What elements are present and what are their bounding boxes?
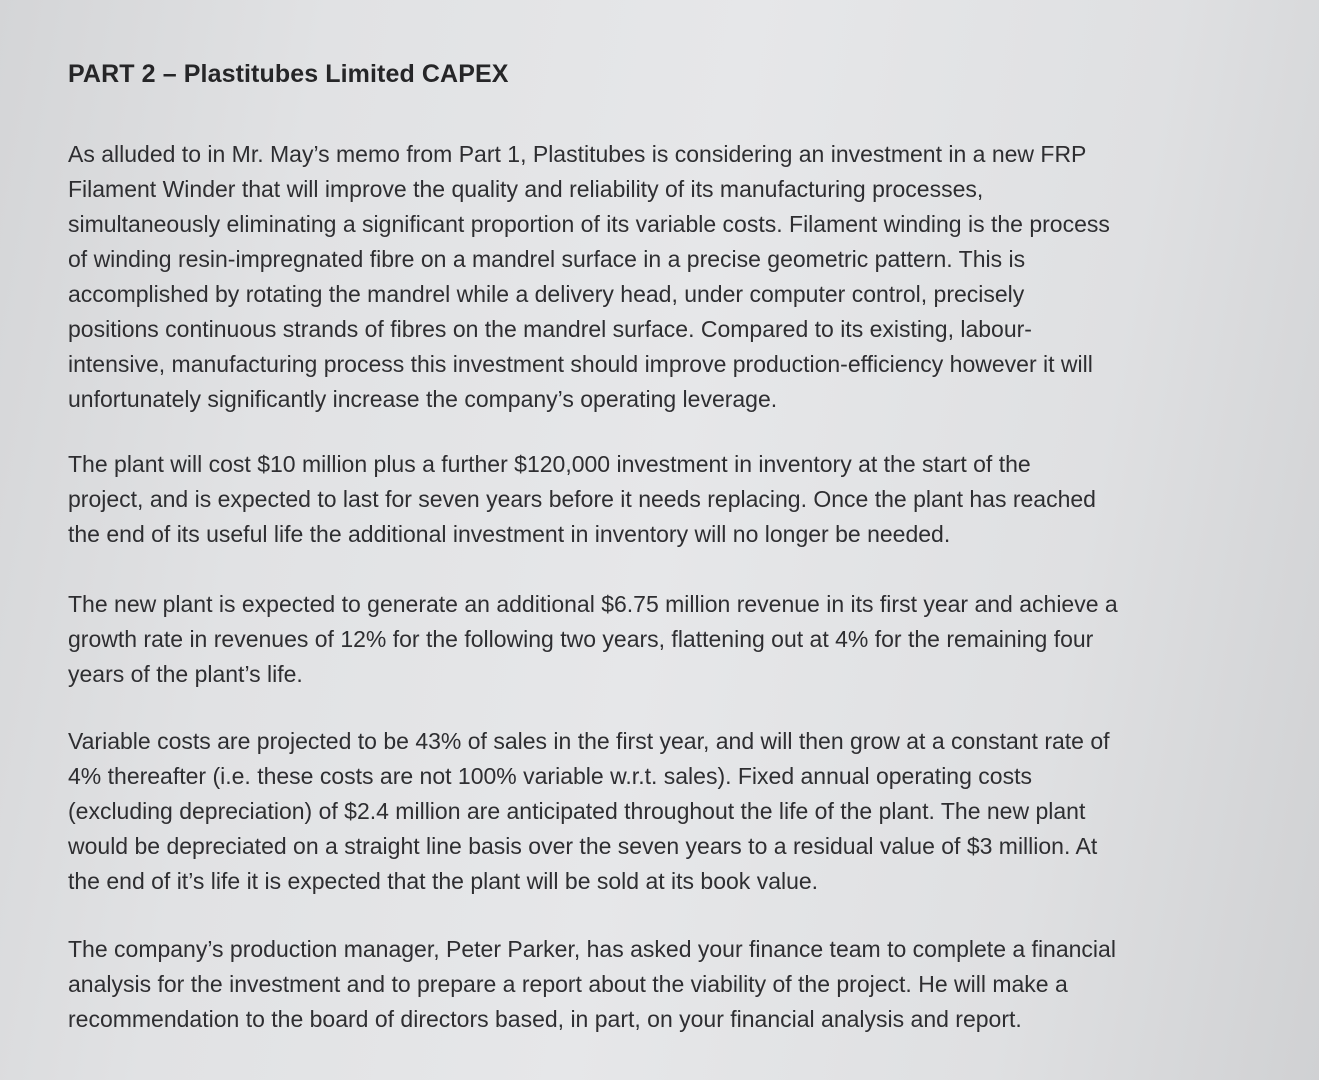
text-line: growth rate in revenues of 12% for the following two years, flattening out at 4% for the remaining four [68, 626, 1094, 652]
text-line: positions continuous strands of fibres on the mandrel surface. Compared to its existing, labour- [68, 316, 1032, 342]
text-line: analysis for the investment and to prepare a report about the viability of the project. He will make a [68, 971, 1068, 997]
document-title: PART 2 – Plastitubes Limited CAPEX [68, 60, 509, 88]
text-line: Variable costs are projected to be 43% of sales in the first year, and will then grow at a constant rate of [68, 728, 1110, 754]
text-line: years of the plant’s life. [68, 661, 303, 687]
text-line: (excluding depreciation) of $2.4 million are anticipated throughout the life of the plant. The new plant [68, 798, 1086, 824]
text-line: of winding resin-impregnated fibre on a mandrel surface in a precise geometric pattern. This is [68, 246, 1026, 272]
text-line: would be depreciated on a straight line basis over the seven years to a residual value of $3 million. At [68, 833, 1098, 859]
text-line: the end of it’s life it is expected that the plant will be sold at its book value. [68, 868, 819, 894]
paragraph-intro [68, 137, 1110, 417]
text-line: The plant will cost $10 million plus a further $120,000 investment in inventory at the start of the [68, 451, 1031, 477]
text-line: intensive, manufacturing process this investment should improve production-efficiency however it will [68, 351, 1093, 377]
paragraph-request [68, 932, 1116, 1037]
paragraph-revenue [68, 587, 1118, 692]
text-line: The new plant is expected to generate an additional $6.75 million revenue in its first year and achieve a [68, 591, 1118, 617]
text-line: The company’s production manager, Peter Parker, has asked your finance team to complete a financial [68, 936, 1116, 962]
text-line: project, and is expected to last for seven years before it needs replacing. Once the plant has reached [68, 486, 1096, 512]
text-line: recommendation to the board of directors based, in part, on your financial analysis and report. [68, 1006, 1022, 1032]
text-line: the end of its useful life the additional investment in inventory will no longer be needed. [68, 521, 951, 547]
paragraph-plant-cost [68, 447, 1096, 552]
text-line: Filament Winder that will improve the quality and reliability of its manufacturing processes, [68, 176, 984, 202]
paragraph-costs [68, 724, 1110, 899]
text-line: unfortunately significantly increase the company’s operating leverage. [68, 386, 778, 412]
text-line: 4% thereafter (i.e. these costs are not 100% variable w.r.t. sales). Fixed annual operating costs [68, 763, 1032, 789]
text-line: As alluded to in Mr. May’s memo from Part 1, Plastitubes is considering an investment in a new FRP [68, 141, 1087, 167]
text-line: accomplished by rotating the mandrel while a delivery head, under computer control, precisely [68, 281, 1025, 307]
text-line: simultaneously eliminating a significant proportion of its variable costs. Filament winding is the process [68, 211, 1110, 237]
